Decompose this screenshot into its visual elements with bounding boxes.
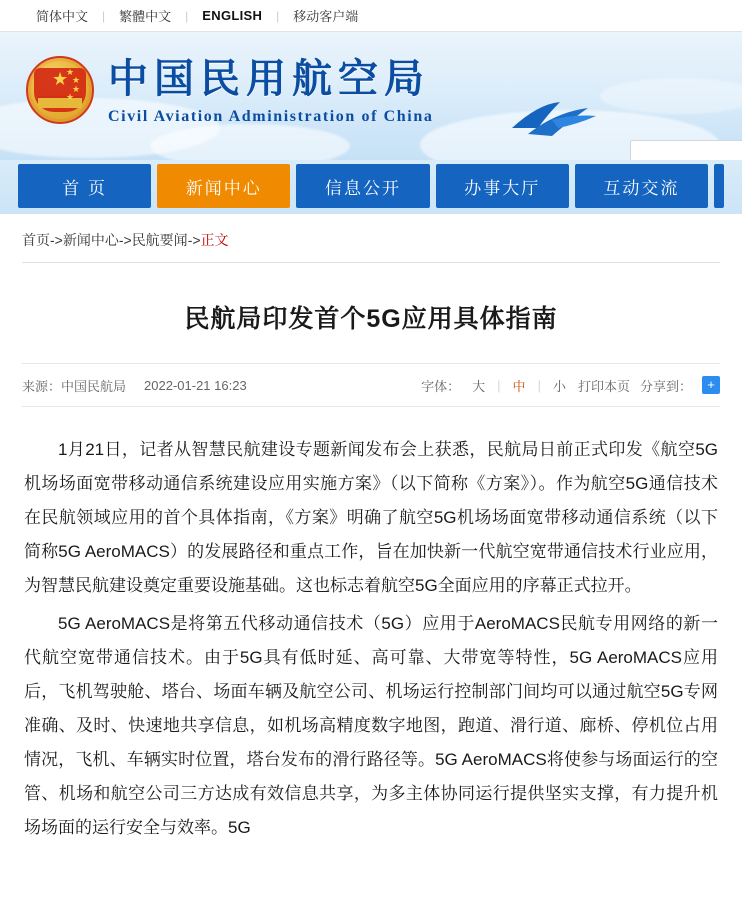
decorative-cloud xyxy=(600,78,742,114)
caac-bird-logo-icon xyxy=(508,98,600,142)
national-emblem-icon: ★ ★ ★ ★ ★ xyxy=(22,52,98,128)
fontsize-small-button[interactable]: 小 xyxy=(552,378,566,394)
lang-option-traditional[interactable]: 繁體中文 xyxy=(119,9,172,24)
print-page-button[interactable]: 打印本页 xyxy=(577,378,630,394)
breadcrumb-separator: -> xyxy=(187,232,201,248)
divider: | xyxy=(537,377,541,393)
breadcrumb-item-news-center[interactable]: 新闻中心 xyxy=(62,232,119,248)
site-title[interactable] xyxy=(108,56,433,126)
breadcrumb-current: 正文 xyxy=(200,232,229,248)
lang-option-english[interactable]: ENGLISH xyxy=(202,8,263,23)
article-paragraph: 1月21日，记者从智慧民航建设专题新闻发布会上获悉，民航局日前正式印发《航空5G机场场面宽带移动通信系统建设应用实施方案》（以下简称《方案》）。作为航空5G通信技术在民航领域应用的首个具体指南，《方案》明确了航空5G机场场面宽带移动通信系统（以下简称5G AeroMACS）的发展路径和重点工作，旨在加快新一代航空宽带通信技术行业应用，为智慧民航建设奠定重要设施基础。这也标志着航空5G全面应用的序幕正式拉开。 xyxy=(24,440,718,595)
lang-option-simplified[interactable]: 简体中文 xyxy=(36,9,89,24)
mobile-client-link[interactable]: 移动客户端 xyxy=(293,9,359,24)
divider: | xyxy=(497,377,501,393)
site-title-en: Civil Aviation Administration of China xyxy=(108,108,434,125)
fontsize-medium-button[interactable]: 中 xyxy=(512,378,526,394)
article-source: 来源：中国民航局 xyxy=(22,378,127,394)
decorative-cloud xyxy=(150,124,350,160)
fontsize-large-button[interactable]: 大 xyxy=(472,378,486,394)
article xyxy=(22,262,720,859)
breadcrumb-separator: -> xyxy=(50,232,63,248)
article-paragraph: 5G AeroMACS是将第五代移动通信技术（5G）应用于AeroMACS民航专用网络的新一代航空宽带通信技术。由于5G具有低时延、高可靠、大带宽等特性，5G AeroMACS应用后，飞机驾驶舱、塔台、场面车辆及航空公司、机场运行控制部门间均可以通过航空5G专网准确、及时、快速地共享信息，如机场高精度数字地图，跑道、滑行道、廊桥、停机位占用情况，飞机、车辆实时位置，塔台发布的滑行路径等。5G AeroMACS将使参与场面运行的空管、机场和航空公司三方达成有效信息共享，为多主体协同运行提供坚实支撑，有力提升机场场面的运行安全与效率。5G xyxy=(24,614,718,837)
page-title: 民航局印发首个5G应用具体指南 xyxy=(184,305,558,333)
article-meta xyxy=(22,363,720,407)
article-datetime: 2022-01-21 16:23 xyxy=(144,377,247,393)
article-body xyxy=(22,407,720,859)
separator: | xyxy=(102,8,106,23)
nav-item-home[interactable]: 首 页 xyxy=(18,164,151,208)
breadcrumb-item-home[interactable]: 首页 xyxy=(22,232,50,248)
separator: | xyxy=(185,8,189,23)
fontsize-label: 字体： xyxy=(421,378,461,394)
main-nav xyxy=(0,160,742,214)
separator: | xyxy=(276,8,280,23)
nav-item-information-disclosure[interactable]: 信息公开 xyxy=(296,164,429,208)
nav-item-interaction[interactable]: 互动交流 xyxy=(575,164,708,208)
share-label: 分享到： xyxy=(639,378,692,394)
site-header xyxy=(0,32,742,160)
nav-item-overflow[interactable] xyxy=(714,164,724,208)
breadcrumb xyxy=(0,214,742,262)
breadcrumb-item-civil-aviation-news[interactable]: 民航要闻 xyxy=(131,232,188,248)
plus-icon[interactable]: + xyxy=(702,376,720,394)
search-input[interactable] xyxy=(630,140,742,160)
site-title-cn: 中国民用航空局 xyxy=(108,56,430,102)
breadcrumb-separator: -> xyxy=(118,232,132,248)
language-bar xyxy=(0,0,742,32)
nav-item-service-hall[interactable]: 办事大厅 xyxy=(436,164,569,208)
nav-item-news-center[interactable]: 新闻中心 xyxy=(157,164,290,208)
